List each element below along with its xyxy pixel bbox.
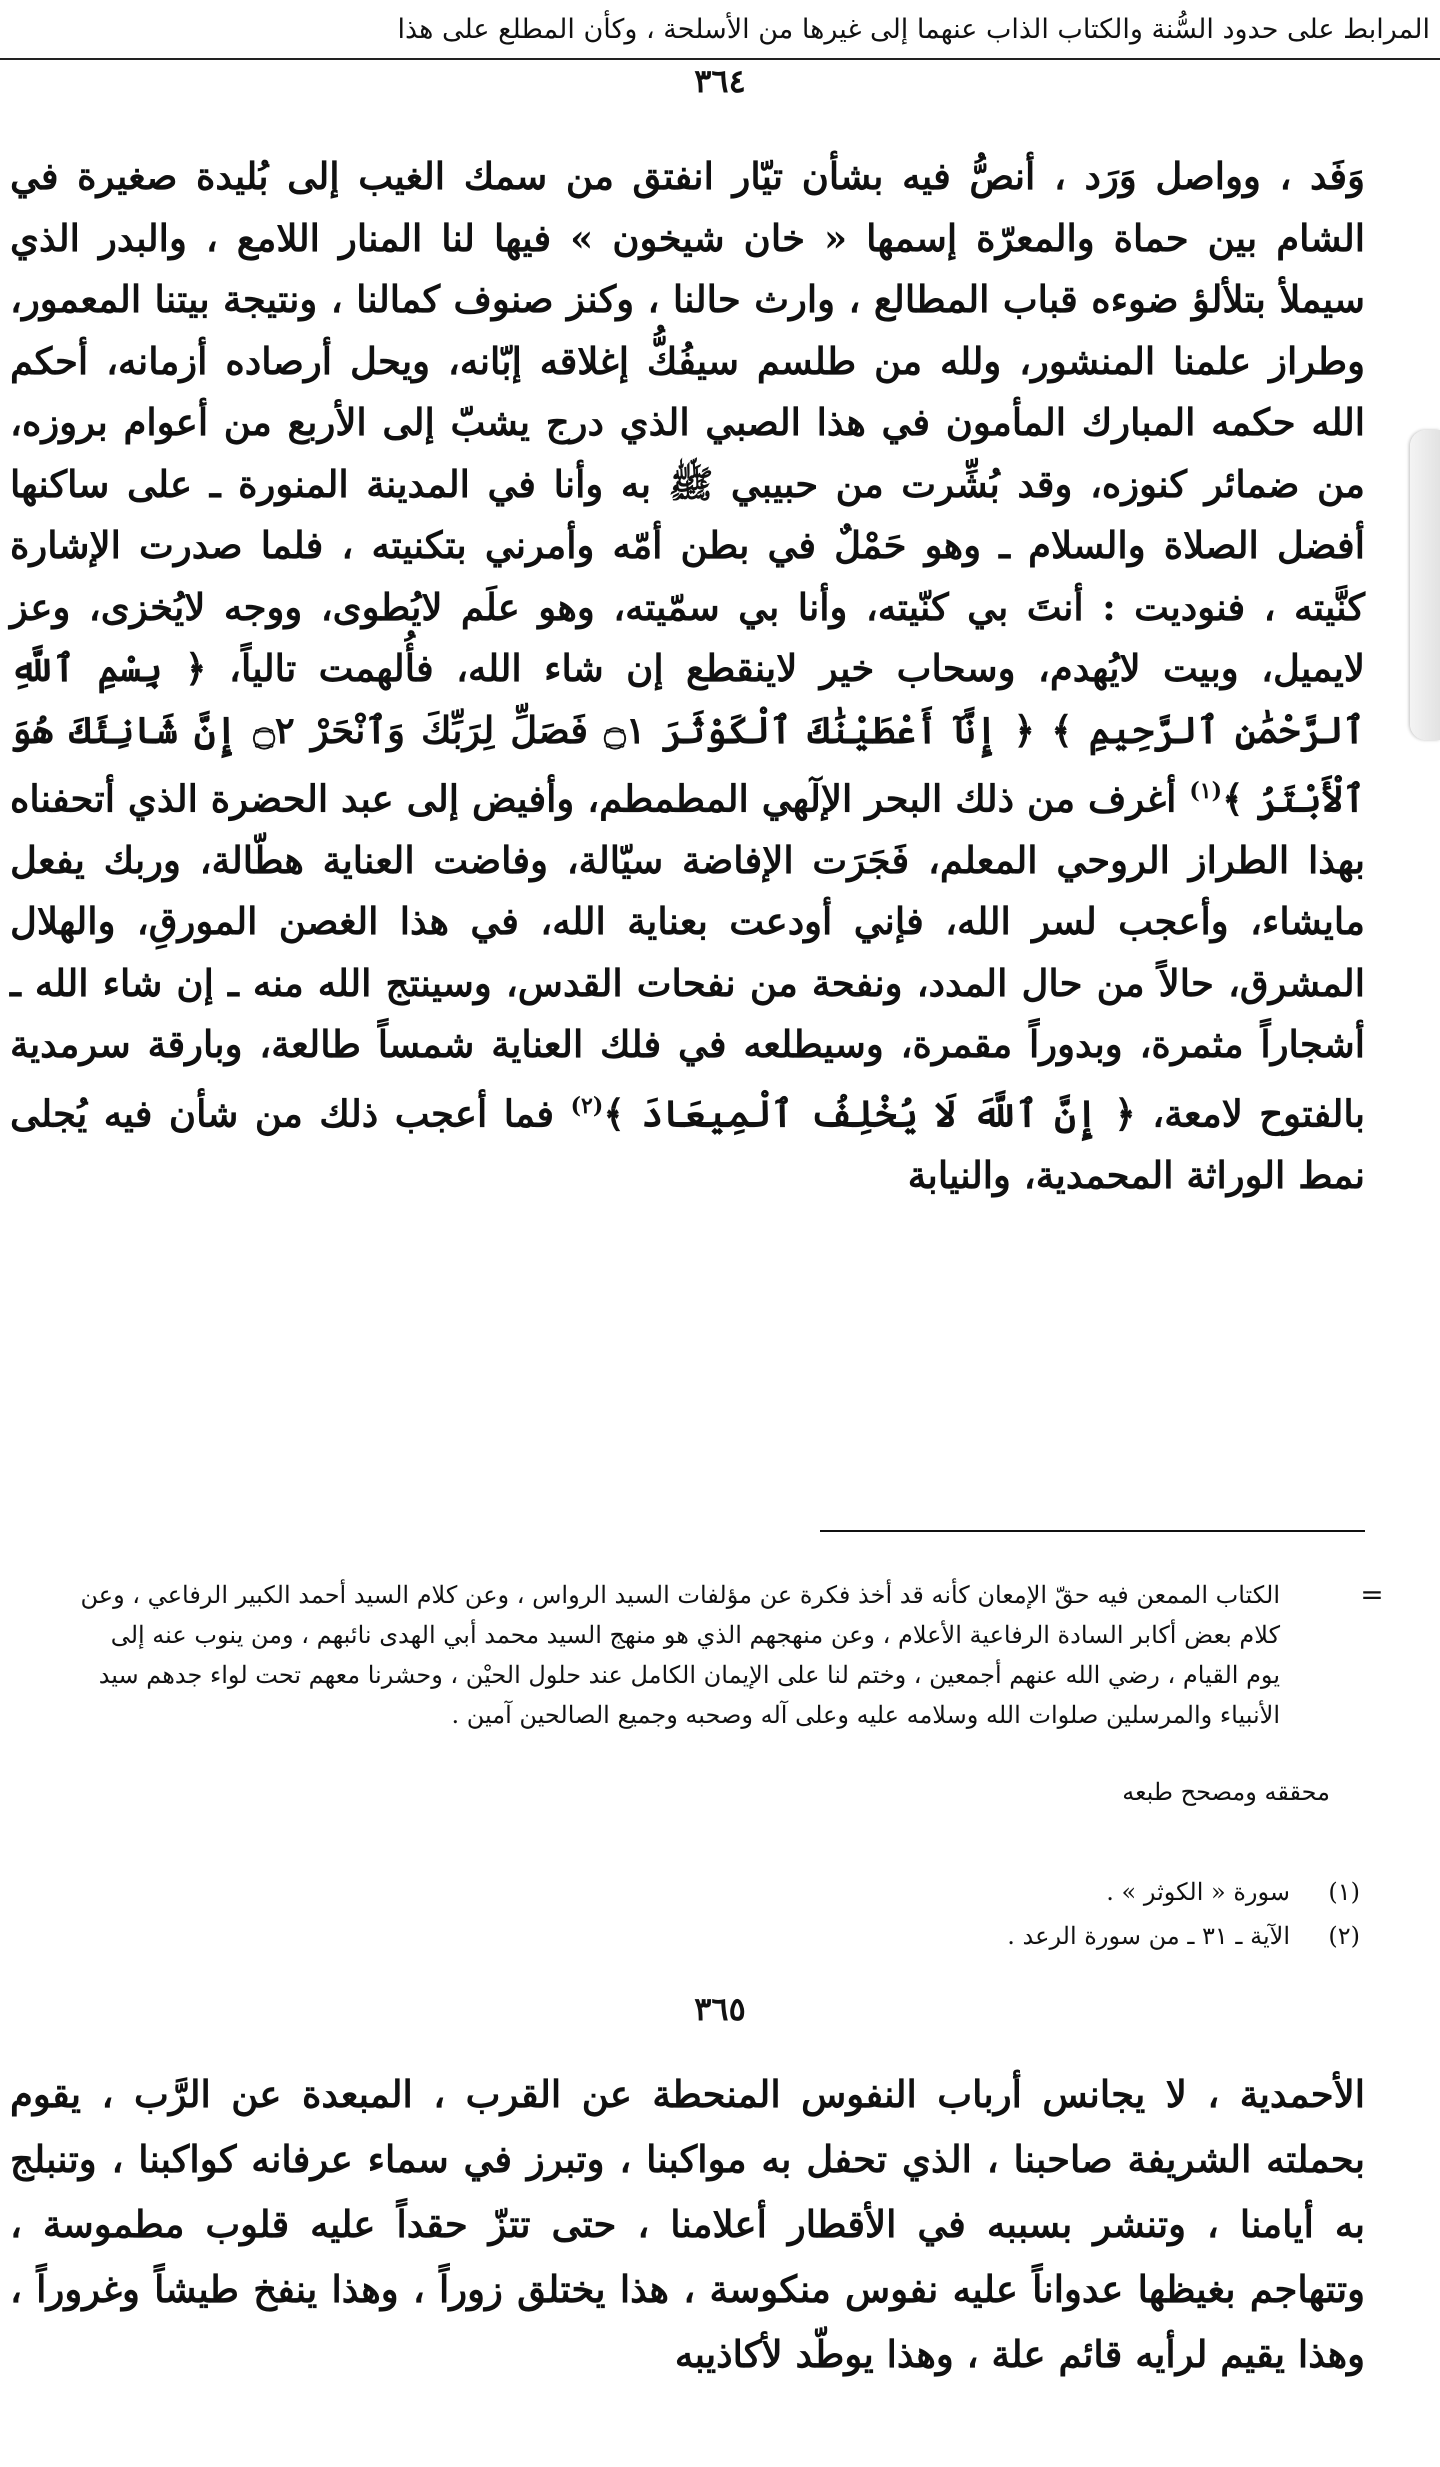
footnote-number: (٢) (1328, 1922, 1360, 1950)
footnote-number: (١) (1328, 1878, 1360, 1906)
quran-quote-miad: ﴿ إِنَّ ٱللَّهَ لَا يُخْلِفُ ٱلْمِيعَادَ ﴾ (603, 1091, 1136, 1136)
body-paragraph-part1: وَفَد ، وواصل وَرَد ، أنصُّ فيه بشأن تيّار انفتق من سمك الغيب إلى بُليدة صغيرة في الشام بين حماة والمعرّة إسمها « خان شيخون » فيها لنا المنار اللامع ، والبدر الذي سيملأ بتلألؤ ضوءه قباب المطالع ، وارث حالنا ، وكنز صنوف كمالنا ، ونتيجة بيتنا المعمور، وطراز علمنا المنشور، ولله من طلسم سيفُكُّ إغلاقه إبّانه، ويحل أرصاده أزمانه، أحكم الله حكمه المبارك المأمون في هذا الصبي الذي درج يشبّ إلى الأربع من أعوام بروزه، من ضمائر كنوزه، وقد بُشِّرت من حبيبي ﷺ به وأنا في المدينة المنورة ـ على ساكنها أفضل الصلاة والسلام ـ وهو حَمْلٌ في بطن أمّه وأمرني بتكنيته ، فلما صدرت الإشارة كنَّيته ، فنوديت : أنتَ بي كنّيته، وأنا بي سمّيته، وهو علَم لايُطوى، ووجه لايُخزى، وعز لايميل، وبيت لايُهدم، وسحاب خير لاينقطع إن شاء الله، فأُلهمت تالياً، (10, 154, 1366, 690)
next-page-body-text: الأحمدية ، لا يجانس أرباب النفوس المنحطة عن القرب ، المبعدة عن الرَّب ، يقوم بحملته الشريفة صاحبنا ، الذي تحفل به مواكبنا ، وتبرز في سماء عرفانه كواكبنا ، وتنبلج به أيامنا ، وتنشر بسببه في الأقطار أعلامنا ، حتى تتزّ حقداً عليه قلوب مطموسة ، وتتهاجم بغيظها عدواناً عليه نفوس منكوسة ، هذا يختلق زوراً ، وهذا ينفخ طيشاً وغروراً ، وهذا يقيم لرأيه قائم علة ، وهذا يوطّد لأكاذيبه (10, 2072, 1365, 2376)
continued-footnote-text: الكتاب الممعن فيه حقّ الإمعان كأنه قد أخذ فكرة عن مؤلفات السيد الرواس ، وعن كلام السيد أحمد الكبير الرفاعي ، وعن كلام بعض أكابر السادة الرفاعية الأعلام ، وعن منهجهم الذي هو منهج السيد محمد أبي الهدى نائبهم ، ومن ينوب عنه إلى يوم القيام ، رضي الله عنهم أجمعين ، وختم لنا على الإيمان الكامل عند حلول الحيْن ، وحشرنا معهم تحت لواء جدهم سيد الأنبياء والمرسلين صلوات الله وسلامه عليه وعلى آله وصحبه وجميع الصالحين آمين . (80, 1581, 1280, 1729)
footnote-text: الآية ـ ٣١ ـ من سورة الرعد . (1007, 1922, 1290, 1950)
scrollbar-handle[interactable] (1410, 430, 1440, 740)
body-paragraph-part3: فما أعجب ذلك من شأن فيه يُجلى نمط الوراثة المحمدية، والنيابة (10, 1091, 1365, 1197)
footnote-text: سورة « الكوثر » . (1106, 1878, 1290, 1906)
quran-quote-kawthar: ﴿ بِسْمِ ٱللَّهِ ٱلرَّحْمَٰنِ ٱلرَّحِيمِ ﴾ ﴿ إِنَّآ أَعْطَيْنَٰكَ ٱلْكَوْثَرَ ۝١ فَصَلِّ لِرَبِّكَ وَٱنْحَرْ ۝٢ إِنَّ شَانِئَكَ هُوَ ٱلْأَبْتَرُ ﴾ (10, 646, 1365, 821)
continued-footnote-mark: = (1360, 1578, 1384, 1611)
main-body-text (10, 146, 1365, 1206)
running-header: المرابط على حدود السُّنة والكتاب الذاب عنهما إلى غيرها من الأسلحة ، وكأن المطلع على هذا (0, 0, 1440, 60)
footnote-ref-2[interactable]: (٢) (570, 1092, 604, 1119)
editor-signature: محققه ومصحح طبعه (1122, 1778, 1330, 1806)
footnote-ref-1[interactable]: (١) (1189, 778, 1222, 804)
footnote-divider (820, 1530, 1365, 1532)
footnote-item (460, 1914, 1360, 1958)
page-number: ٣٦٤ (694, 62, 746, 100)
footnote-list (460, 1870, 1360, 1958)
footnote-item (460, 1870, 1360, 1914)
body-paragraph-part2: أغرف من ذلك البحر الإلٓهي المطمطم، وأفيض إلى عبد الحضرة الذي أتحفناه بهذا الطراز الروحي المعلم، فَجَرَت الإفاضة سيّالة، وفاضت العناية هطّالة، وربك يفعل مايشاء، وأعجب لسر الله، فإني أودعت بعناية الله، في هذا الغصن المورقِ، والهلال المشرق، حالاً من حال المدد، ونفحة من نفحات القدس، وسينتج الله منه ـ إن شاء الله ـ أشجاراً مثمرة، وبدوراً مقمرة، وسيطلعه في فلك العناية شمساً طالعة، وبارقة سرمدية بالفتوح لامعة، (10, 776, 1366, 1136)
page-number-next: ٣٦٥ (694, 1990, 746, 2028)
